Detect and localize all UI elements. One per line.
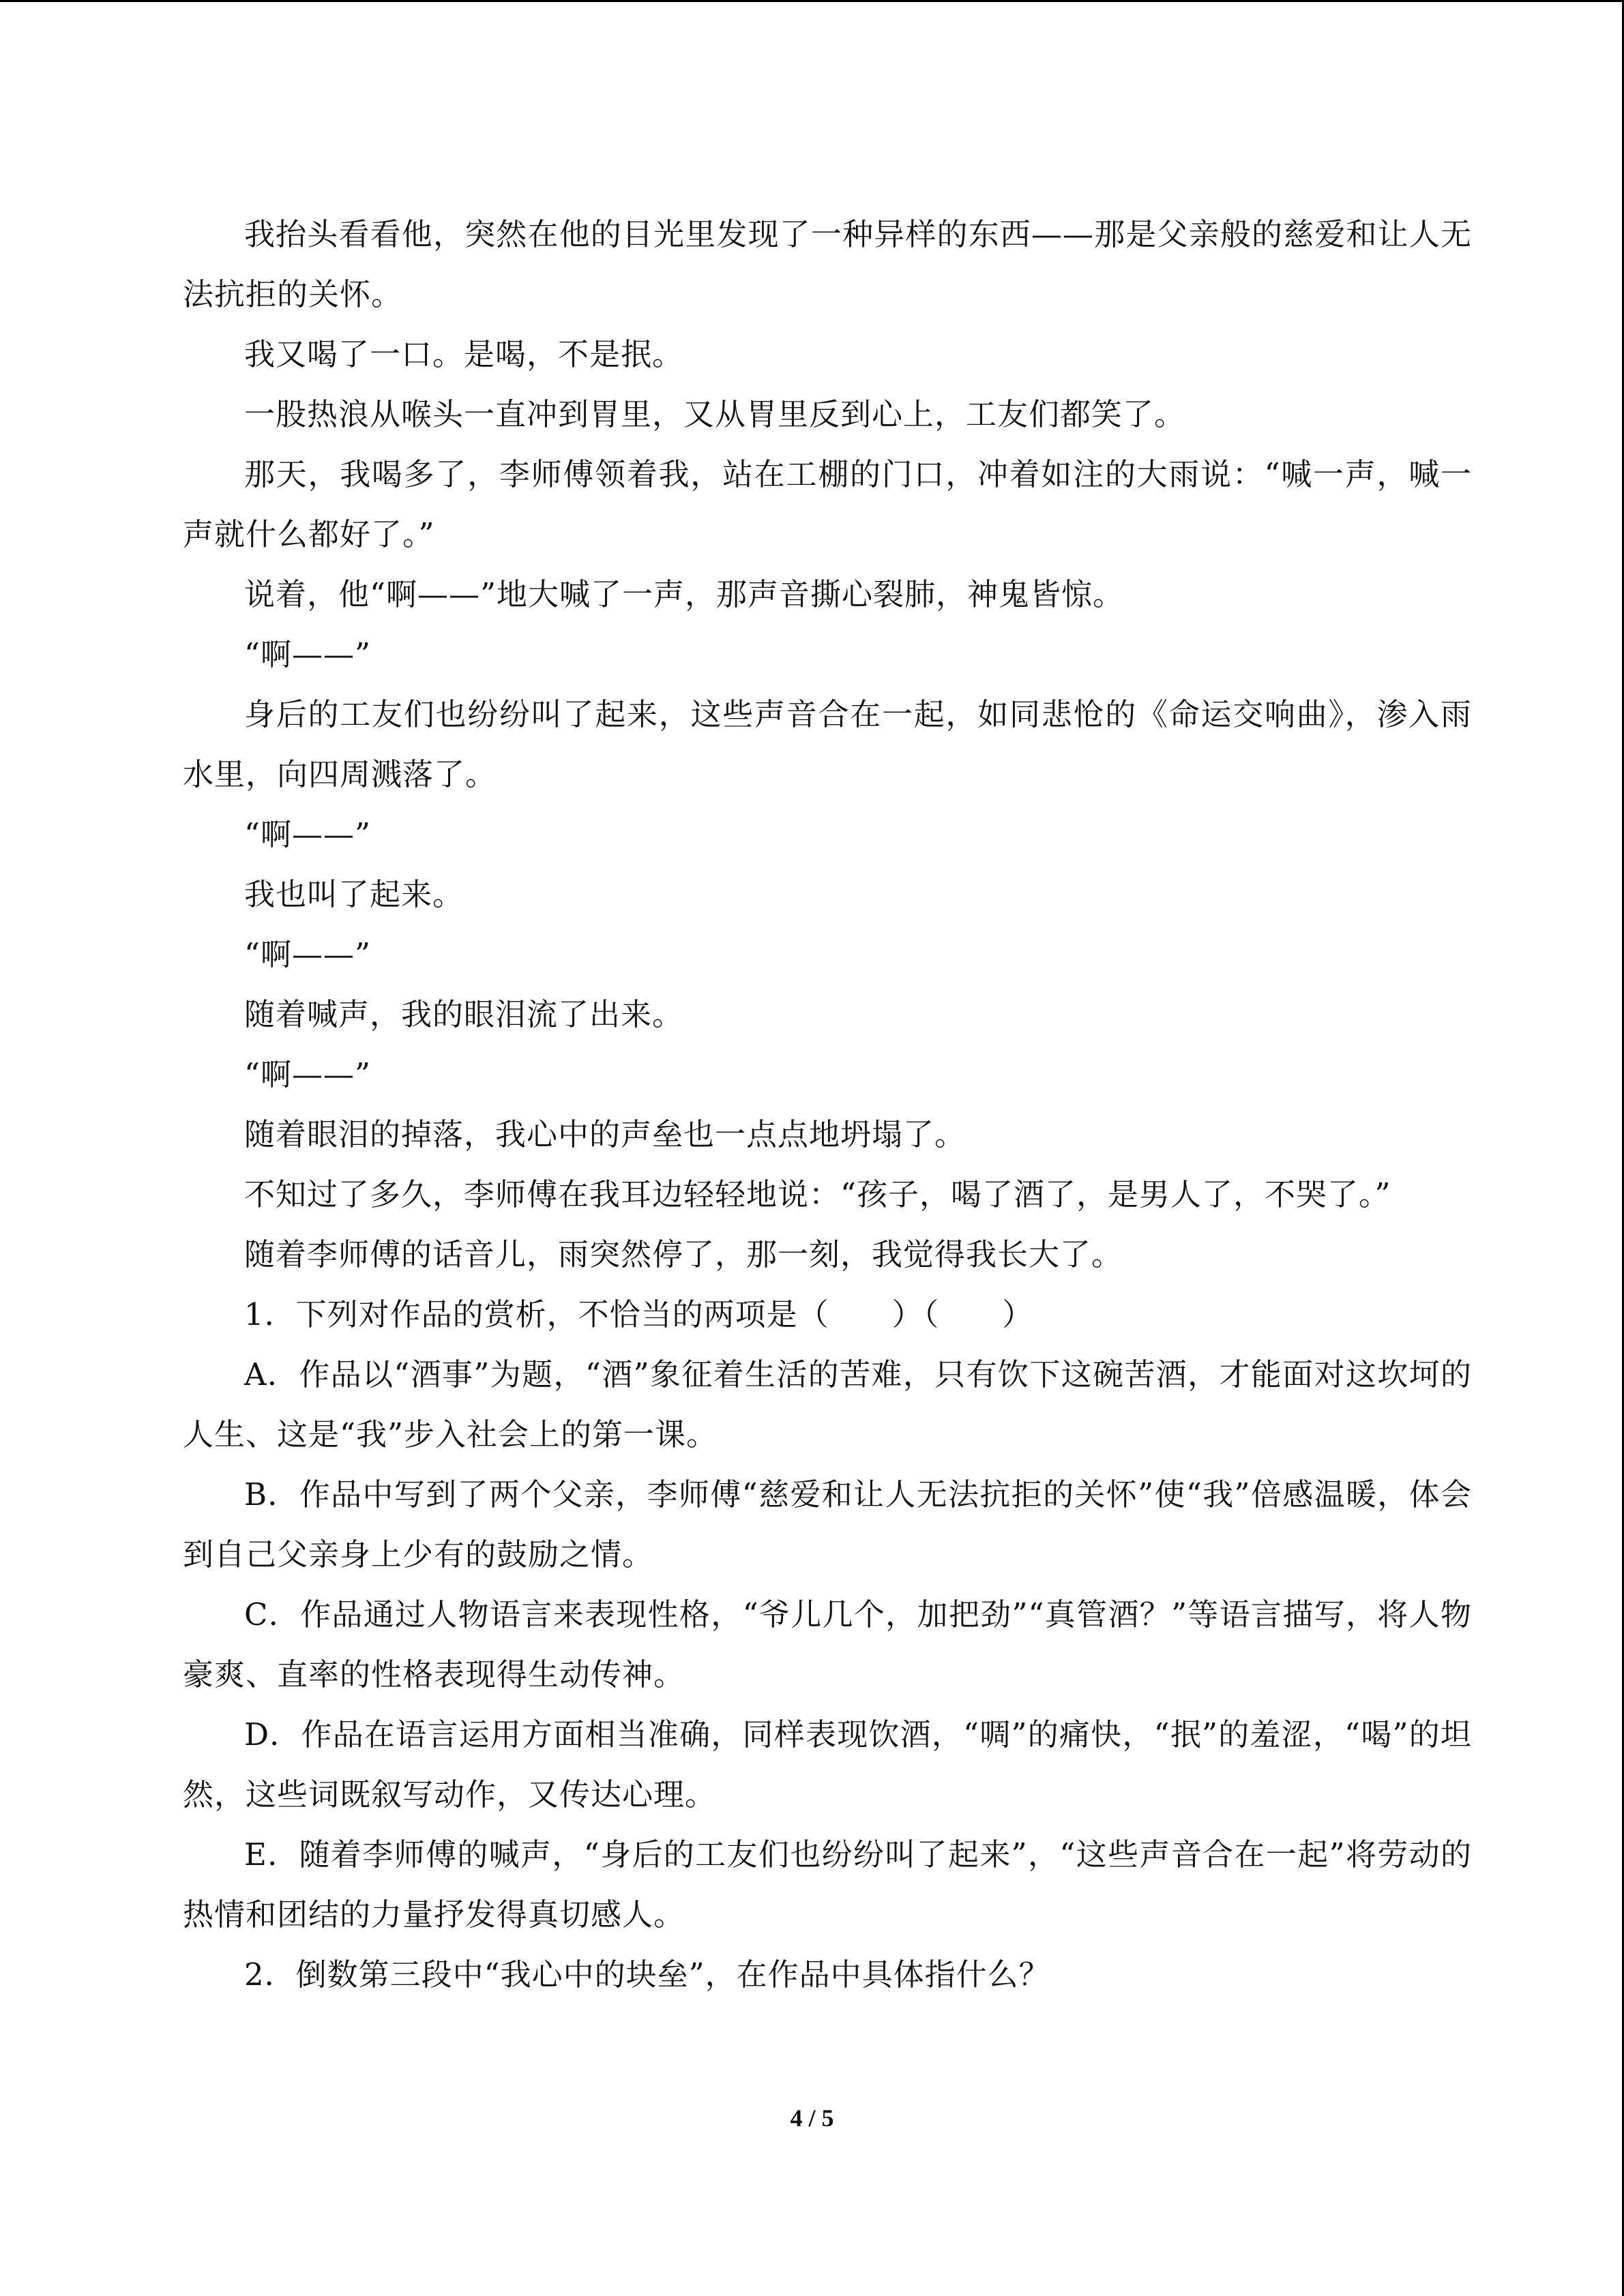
question-1-option-c: C．作品通过人物语言来表现性格，“爷儿几个，加把劲”“真管酒？”等语言描写，将人物豪爽、直率的性格表现得生动传神。 [183,1596,1472,1693]
paragraph-2: 我又喝了一口。是喝，不是抿。 [244,336,684,372]
paragraph-10: “啊——” [244,936,372,972]
question-1-option-d: D．作品在语言运用方面相当准确，同样表现饮酒，“啁”的痛快，“抿”的羞涩，“喝”的坦然，这些词既叙写动作，又传达心理。 [183,1716,1472,1813]
question-2: 2．倒数第三段中“我心中的块垒”，在作品中具体指什么？ [244,1956,1050,1993]
document-body [183,205,1472,2005]
paragraph-13: 随着眼泪的掉落，我心中的声垒也一点点地坍塌了。 [244,1116,966,1152]
paragraph-4: 那天，我喝多了，李师傅领着我，站在工棚的门口，冲着如注的大雨说：“喊一声，喊一声就什么都好了。” [183,456,1472,552]
question-1-option-b: B．作品中写到了两个父亲，李师傅“慈爱和让人无法抗拒的关怀”使“我”倍感温暖，体会到自己父亲身上少有的鼓励之情。 [183,1476,1472,1572]
paragraph-9: 我也叫了起来。 [244,876,464,912]
question-1-option-a: A．作品以“酒事”为题，“酒”象征着生活的苦难，只有饮下这碗苦酒，才能面对这坎坷的人生、这是“我”步入社会上的第一课。 [183,1356,1472,1452]
question-1: 1．下列对作品的赏析，不恰当的两项是（ ）（ ） [244,1296,1034,1332]
paragraph-5: 说着，他“啊——”地大喊了一声，那声音撕心裂肺，神鬼皆惊。 [244,576,1125,612]
paragraph-14: 不知过了多久，李师傅在我耳边轻轻地说：“孩子，喝了酒了，是男人了，不哭了。” [244,1176,1391,1212]
paragraph-3: 一股热浪从喉头一直冲到胃里，又从胃里反到心上，工友们都笑了。 [244,396,1186,432]
top-border-line [0,0,1624,2]
paragraph-15: 随着李师傅的话音儿，雨突然停了，那一刻，我觉得我长大了。 [244,1236,1123,1272]
paragraph-11: 随着喊声，我的眼泪流了出来。 [244,996,684,1032]
question-1-option-e: E．随着李师傅的喊声，“身后的工友们也纷纷叫了起来”，“这些声音合在一起”将劳动的热情和团结的力量抒发得真切感人。 [183,1836,1472,1933]
paragraph-1: 我抬头看看他，突然在他的目光里发现了一种异样的东西——那是父亲般的慈爱和让人无法抗拒的关怀。 [183,216,1472,312]
paragraph-8: “啊——” [244,816,372,852]
paragraph-12: “啊——” [244,1056,372,1092]
paragraph-6: “啊——” [244,636,372,672]
page-number: 4 / 5 [790,2104,834,2132]
paragraph-7: 身后的工友们也纷纷叫了起来，这些声音合在一起，如同悲怆的《命运交响曲》，渗入雨水里，向四周溅落了。 [183,696,1472,792]
